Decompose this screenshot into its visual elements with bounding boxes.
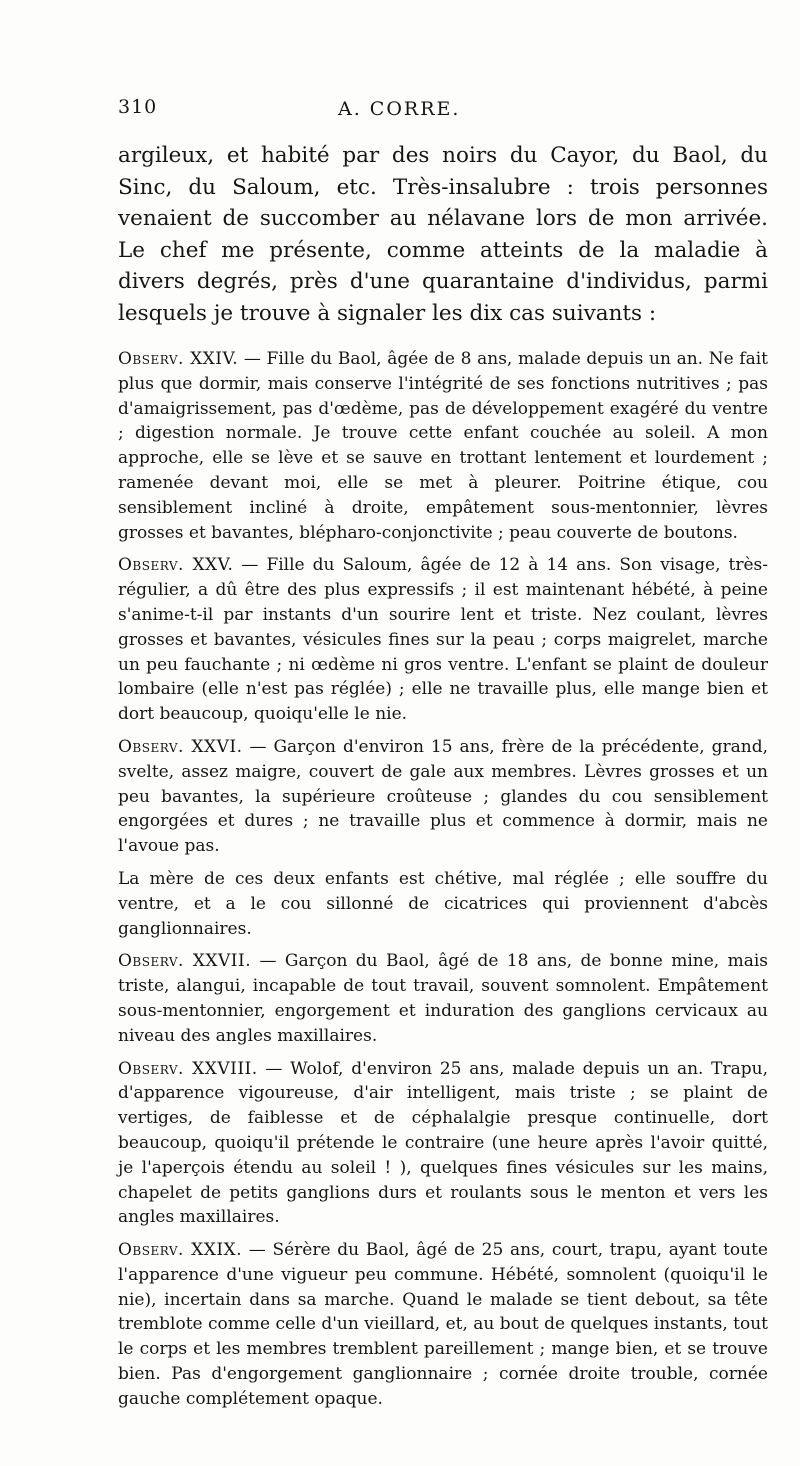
page-number: 310: [118, 96, 158, 118]
observation-text: La mère de ces deux enfants est chétive, mal réglée ; elle souffre du ventre, et a le cou sillonné de cicatrices qui proviennent d'abcès ganglionnaires.: [118, 868, 768, 939]
page-body: [118, 140, 768, 1420]
observation-xxiv: [118, 347, 768, 545]
page-header: [118, 96, 768, 126]
observation-text: — Fille du Saloum, âgée de 12 à 14 ans. Son visage, très-régulier, a dû être des plus expressifs ; il est maintenant hébété, à peine s'anime-t-il par instants d'un sourire lent et triste. Nez coulant, lèvres grosses et bavantes, vésicules fines sur la peau ; corps maigrelet, marche un peu fauchante ; ni œdème ni gros ventre. L'enfant se plaint de douleur lombaire (elle n'est pas réglée) ; elle ne travaille plus, elle mange bien et dort beaucoup, quoiqu'elle le nie.: [118, 555, 769, 725]
intro-paragraph: argileux, et habité par des noirs du Cayor, du Baol, du Sinc, du Saloum, etc. Très-insalubre : trois personnes venaient de succomber au nélavane lors de mon arrivée. Le chef me présente, comme atteints de la maladie à divers degrés, près d'une quarantaine d'individus, parmi lesquels je trouve à signaler les dix cas suivants :: [118, 143, 768, 326]
observation-label: Observ. XXIX.: [118, 1240, 243, 1261]
observation-text: — Wolof, d'environ 25 ans, malade depuis un an. Trapu, d'apparence vigoureuse, d'air intelligent, mais triste ; se plaint de vertiges, de faiblesse et de céphalalgie presque continuelle, dort beaucoup, quoiqu'il prétende le contraire (une heure après l'avoir quitté, je l'aperçois étendu au soleil ! ), quelques fines vésicules sur les mains, chapelet de petits ganglions durs et roulants sous le menton et vers les angles maxillaires.: [118, 1058, 768, 1228]
observation-text: — Fille du Baol, âgée de 8 ans, malade depuis un an. Ne fait plus que dormir, mais conserve l'intégrité de ses fonctions nutritives ; pas d'amaigrissement, pas d'œdème, pas de développement exagéré du ventre ; digestion normale. Je trouve cette enfant couchée au soleil. A mon approche, elle se lève et se sauve en trottant lentement et lourdement ; ramenée devant moi, elle se met à pleurer. Poitrine étique, cou sensiblement incliné à droite, empâtement sous-mentonnier, lèvres grosses et bavantes, blépharo-conjonctivite ; peau couverte de boutons.: [118, 349, 769, 543]
observation-xxvii: [118, 949, 768, 1048]
observation-label: Observ. XXVI.: [118, 736, 243, 757]
observation-label: Observ. XXVII.: [118, 951, 252, 972]
observation-xxvi: [118, 735, 768, 859]
mother-note: [118, 867, 768, 941]
observation-text: — Garçon d'environ 15 ans, frère de la précédente, grand, svelte, assez maigre, couvert de gale aux membres. Lèvres grosses et un peu bavantes, la supérieure croûteuse ; glandes du cou sensiblement engorgées et dures ; ne travaille plus et commence à dormir, mais ne l'avoue pas.: [118, 736, 768, 857]
observation-xxviii: [118, 1057, 768, 1231]
observation-label: Observ. XXVIII.: [118, 1058, 258, 1079]
observation-text: — Garçon du Baol, âgé de 18 ans, de bonne mine, mais triste, alangui, incapable de tout travail, souvent somnolent. Empâtement sous-mentonnier, engorgement et induration des ganglions cervicaux au niveau des angles maxillaires.: [118, 951, 768, 1046]
observation-xxv: [118, 553, 768, 727]
observation-label: Observ. XXIV.: [118, 349, 239, 369]
observation-text: — Sérère du Baol, âgé de 25 ans, court, trapu, ayant toute l'apparence d'une vigueur peu commune. Hébété, somnolent (quoiqu'il le nie), incertain dans sa marche. Quand le malade se tient debout, sa tête tremblote comme celle d'un vieillard, et, au bout de quelques instants, tout le corps et les membres tremblent pareillement ; mange bien, et se trouve bien. Pas d'engorgement ganglionnaire ; cornée droite trouble, cornée gauche complétement opaque.: [118, 1240, 769, 1409]
running-head: A. CORRE.: [338, 98, 461, 120]
observation-label: Observ. XXV.: [118, 555, 234, 576]
observation-xxix: [118, 1238, 768, 1412]
